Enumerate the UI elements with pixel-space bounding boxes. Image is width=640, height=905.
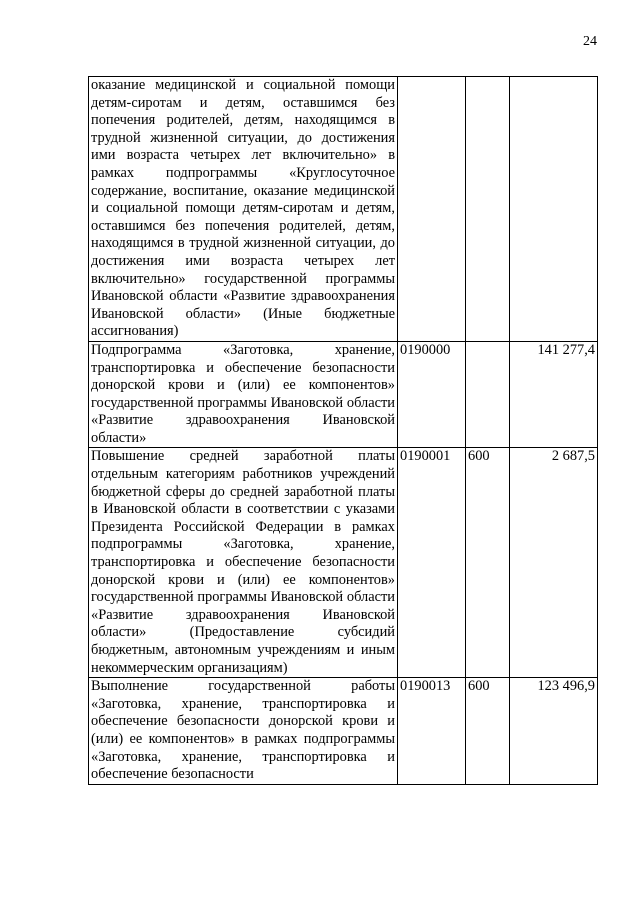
row-amount-cell: 141 277,4 <box>510 341 598 448</box>
row-amount-cell <box>510 77 598 342</box>
row-type-cell: 600 <box>466 448 510 678</box>
table-row <box>89 678 598 785</box>
row-name-cell: Подпрограмма «Заготовка, хранение, транспортировка и обеспечение безопасности донорской крови и (или) ее компонентов» государственной программы Ивановской области «Развитие здравоохранения Ивановской области» <box>89 341 398 448</box>
table-row <box>89 77 598 342</box>
row-type-cell <box>466 77 510 342</box>
row-code-cell: 0190000 <box>398 341 466 448</box>
row-name-cell: оказание медицинской и социальной помощи детям-сиротам и детям, оставшимся без попечения родителей, детям, находящимся в трудной жизненной ситуации, до достижения ими возраста четырех лет включительно» в рамках подпрограммы «Круглосуточное содержание, воспитание, оказание медицинской и социальной помощи детям-сиротам и детям, оставшимся без попечения родителей, детям, находящимся в трудной жизненной ситуации, до достижения ими возраста четырех лет включительно» государственной программы Ивановской области «Развитие здравоохранения Ивановской области» (Иные бюджетные ассигнования) <box>89 77 398 342</box>
budget-table <box>88 76 598 785</box>
row-name-cell: Выполнение государственной работы «Заготовка, хранение, транспортировка и обеспечение безопасности донорской крови и (или) ее компонентов» в рамках подпрограммы «Заготовка, хранение, транспортировка и обеспечение безопасности <box>89 678 398 785</box>
row-type-cell: 600 <box>466 678 510 785</box>
row-code-cell: 0190001 <box>398 448 466 678</box>
row-code-cell: 0190013 <box>398 678 466 785</box>
table-row <box>89 448 598 678</box>
row-name-cell: Повышение средней заработной платы отдельным категориям работников учреждений бюджетной сферы до средней заработной платы в Ивановской области в соответствии с указами Президента Российской Федерации в рамках подпрограммы «Заготовка, хранение, транспортировка и обеспечение безопасности донорской крови и (или) ее компонентов» государственной программы Ивановской области «Развитие здравоохранения Ивановской области» (Предоставление субсидий бюджетным, автономным учреждениям и иным некоммерческим организациям) <box>89 448 398 678</box>
row-amount-cell: 2 687,5 <box>510 448 598 678</box>
row-amount-cell: 123 496,9 <box>510 678 598 785</box>
row-code-cell <box>398 77 466 342</box>
page-number: 24 <box>583 34 597 49</box>
row-type-cell <box>466 341 510 448</box>
table-row <box>89 341 598 448</box>
